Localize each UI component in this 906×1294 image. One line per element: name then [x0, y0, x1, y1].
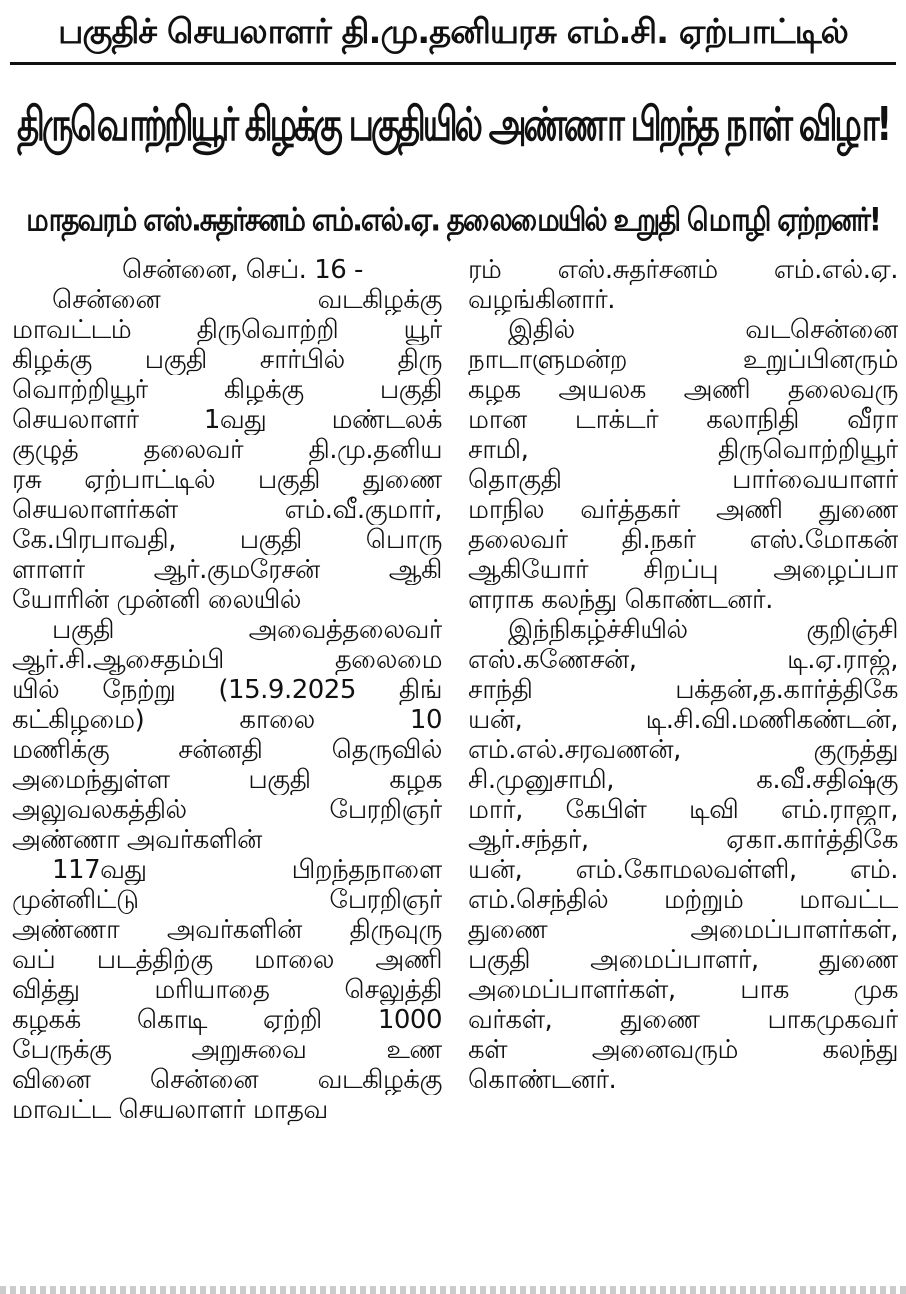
article-text-line: குழுத் தலைவர் தி.மு.தனிய [12, 435, 442, 465]
article-text-line: வழங்கினார். [468, 285, 616, 315]
article-text-line: கட்கிழமை) காலை 10 [12, 705, 442, 735]
article-text-line: அலுவலகத்தில் பேரறிஞர் [12, 795, 442, 825]
article-text-line: சாந்தி பக்தன்,த.கார்த்திகே [468, 675, 898, 705]
article-text-line: வினை சென்னை வடகிழக்கு [12, 1065, 442, 1095]
article-text-line: இதில் வடசென்னை [508, 315, 898, 345]
article-text-line: ளாளர் ஆர்.குமரேசன் ஆகி [12, 555, 442, 585]
article-text-line: ளராக கலந்து கொண்டனர். [468, 585, 773, 615]
article-text-line: சென்னை வடகிழக்கு [52, 285, 442, 315]
article-text-line: வித்து மரியாதை செலுத்தி [12, 975, 442, 1005]
article-text-line: வர்கள், துணை பாகமுகவர் [468, 1005, 898, 1035]
article-text-line: ரசு ஏற்பாட்டில் பகுதி துணை [12, 465, 442, 495]
article-text-line: கள் அனைவரும் கலந்து [468, 1035, 898, 1065]
article-text-line: யன், டி.சி.வி.மணிகண்டன், [468, 705, 898, 735]
article-text-line: எஸ்.கணேசன், டி.ஏ.ராஜ், [468, 645, 898, 675]
article-text-line: கே.பிரபாவதி, பகுதி பொரு [12, 525, 442, 555]
article-text-line: அமைந்துள்ள பகுதி கழக [12, 765, 442, 795]
article-text-line: பகுதி அவைத்தலைவர் [52, 615, 442, 645]
article-text-line: பகுதி அமைப்பாளர், துணை [468, 945, 898, 975]
article-text-line: மணிக்கு சன்னதி தெருவில் [12, 735, 442, 765]
article-text-line: மாவட்ட செயலாளர் மாதவ [12, 1095, 328, 1125]
article-text-line: தொகுதி பார்வையாளர் [468, 465, 898, 495]
subheadline: மாதவரம் எஸ்.சுதர்சனம் எம்.எல்.ஏ. தலைமையில் உறுதி மொழி ஏற்றனர்! [26, 200, 880, 239]
article-text-line: செயலாளர் 1வது மண்டலக் [12, 405, 442, 435]
article-text-line: தலைவர் தி.நகர் எஸ்.மோகன் [468, 525, 898, 555]
article-text-line: மாநில வர்த்தகர் அணி துணை [468, 495, 898, 525]
article-column-left [12, 255, 442, 1125]
article-text-line: இந்நிகழ்ச்சியில் குறிஞ்சி [508, 615, 898, 645]
article-text-line: ஆர்.சந்தர், ஏகா.கார்த்திகே [468, 825, 898, 855]
article-text-line: ரம் எஸ்.சுதர்சனம் எம்.எல்.ஏ. [468, 255, 898, 285]
article-text-line: அமைப்பாளர்கள், பாக முக [468, 975, 898, 1005]
article-text-line: எம்.செந்தில் மற்றும் மாவட்ட [468, 885, 898, 915]
kicker-line: பகுதிச் செயலாளர் தி.மு.தனியரசு எம்.சி. ஏற்பாட்டில் [10, 4, 896, 65]
article-text-line: மான டாக்டர் கலாநிதி வீரா [468, 405, 898, 435]
article-text-line: நாடாளுமன்ற உறுப்பினரும் [468, 345, 898, 375]
article-text-line: எம்.எல்.சரவணன், குருத்து [468, 735, 898, 765]
article-text-line: அண்ணா அவர்களின் [12, 825, 262, 855]
article-text-line: யோரின் முன்னி லையில் [12, 585, 301, 615]
article-text-line: அண்ணா அவர்களின் திருவுரு [12, 915, 442, 945]
article-text-line: மாவட்டம் திருவொற்றி யூர் [12, 315, 442, 345]
article-text-line: கொண்டனர். [468, 1065, 617, 1095]
article-text-line: பேருக்கு அறுசுவை உண [12, 1035, 442, 1065]
article-text-line: கழகக் கொடி ஏற்றி 1000 [12, 1005, 442, 1035]
article-text-line: சி.முனுசாமி, க.வீ.சதிஷ்கு [468, 765, 898, 795]
article-text-line: வொற்றியூர் கிழக்கு பகுதி [12, 375, 442, 405]
article-text-line: ஆர்.சி.ஆசைதம்பி தலைமை [12, 645, 442, 675]
article-text-line: சென்னை, செப். 16 - [122, 255, 363, 285]
article-text-line: சாமி, திருவொற்றியூர் [468, 435, 898, 465]
headline: திருவொற்றியூர் கிழக்கு பகுதியில் அண்ணா பிறந்த நாள் விழா! [16, 98, 890, 152]
article-text-line: யில் நேற்று (15.9.2025 திங் [12, 675, 442, 705]
article-text-line: மார், கேபிள் டிவி எம்.ராஜா, [468, 795, 898, 825]
article-text-line: ஆகியோர் சிறப்பு அழைப்பா [468, 555, 898, 585]
page-bottom-rule [0, 1286, 906, 1294]
article-text-line: கழக அயலக அணி தலைவரு [468, 375, 898, 405]
article-text-line: யன், எம்.கோமலவள்ளி, எம். [468, 855, 898, 885]
article-text-line: செயலாளர்கள் எம்.வீ.குமார், [12, 495, 442, 525]
article-text-line: வப் படத்திற்கு மாலை அணி [12, 945, 442, 975]
article-text-line: துணை அமைப்பாளர்கள், [468, 915, 898, 945]
article-text-line: 117வது பிறந்தநாளை [52, 855, 442, 885]
article-column-right [468, 255, 898, 1095]
article-text-line: கிழக்கு பகுதி சார்பில் திரு [12, 345, 442, 375]
article-text-line: முன்னிட்டு பேரறிஞர் [12, 885, 442, 915]
